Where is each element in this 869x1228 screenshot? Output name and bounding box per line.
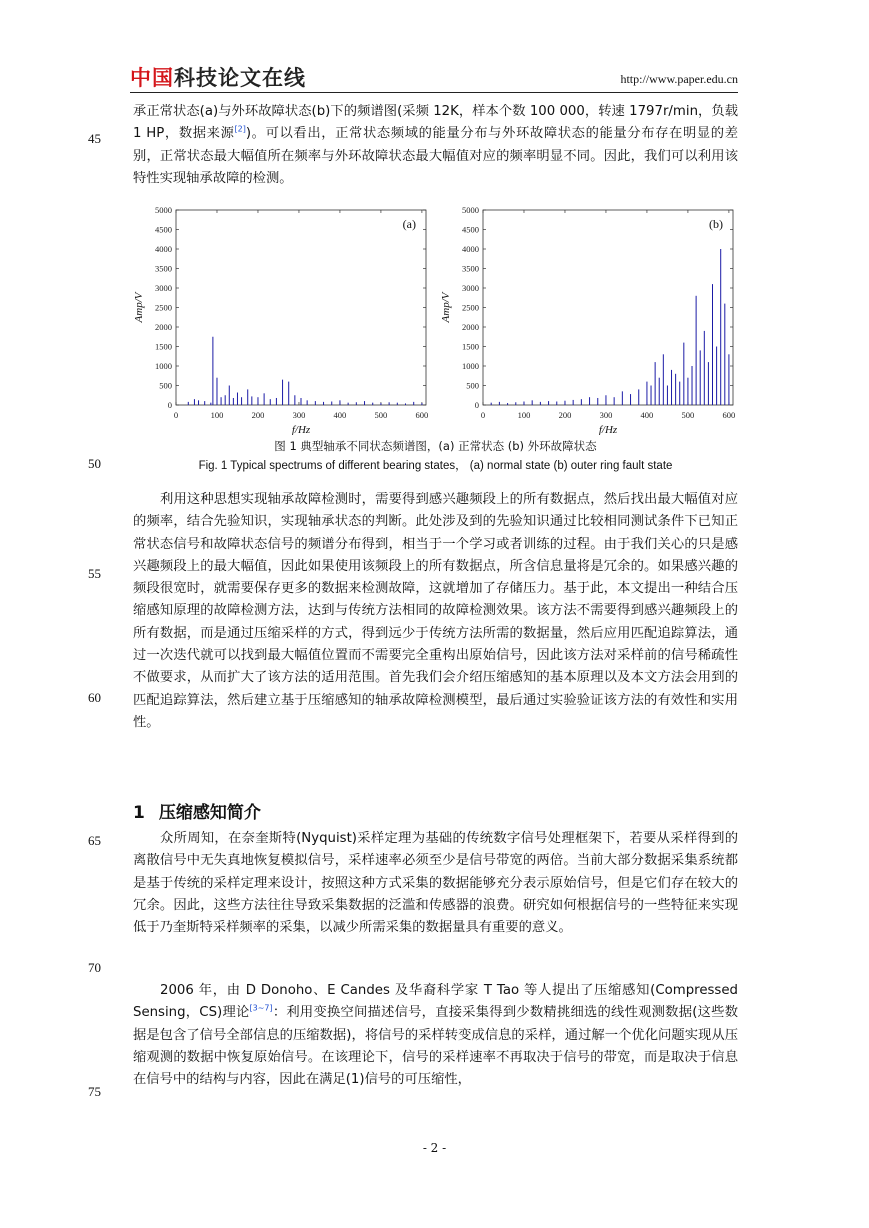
y-tick-label: 2000 xyxy=(462,322,479,332)
plot-frame xyxy=(176,210,426,405)
y-tick-label: 2500 xyxy=(155,302,172,313)
line-number-70: 70 xyxy=(88,960,101,975)
y-tick-label: 3000 xyxy=(462,283,479,293)
paragraph-intro xyxy=(133,101,738,190)
y-tick-label: 1000 xyxy=(462,361,479,371)
y-tick-label: 3500 xyxy=(462,263,479,274)
logo-red-text: 中国 xyxy=(130,66,174,90)
x-axis-label: f/Hz xyxy=(598,424,618,435)
y-tick-label: 5000 xyxy=(155,205,172,215)
y-tick-label: 4000 xyxy=(462,244,479,254)
line-number-60: 60 xyxy=(88,690,101,705)
x-tick-label: 200 xyxy=(251,410,265,420)
spectrum-chart-b-svg xyxy=(435,200,745,435)
line-number-65: 65 xyxy=(88,833,101,848)
x-tick-label: 600 xyxy=(722,410,736,420)
paragraph-intro-tail: )。可以看出，正常状态频域的能量分布与外环故障状态的能量分布存在明显的差别，正常状态最大幅值所在频率与外环故障状态最大幅值对应的频率明显不同。因此，我们可以利用该特性实现轴承故障的检测。 xyxy=(133,126,738,186)
paragraph-nyquist xyxy=(133,828,738,939)
y-tick-label: 0 xyxy=(474,400,479,410)
x-tick-label: 300 xyxy=(599,410,613,420)
y-tick-label: 1500 xyxy=(462,341,479,352)
y-axis-label: Amp/V xyxy=(440,292,452,323)
panel-label: (a) xyxy=(402,217,416,231)
y-tick-label: 500 xyxy=(159,380,172,391)
y-tick-label: 4500 xyxy=(155,224,172,235)
spectrum-chart-a xyxy=(128,200,438,439)
x-tick-label: 300 xyxy=(292,410,306,420)
header-rule xyxy=(130,92,738,93)
y-tick-label: 4000 xyxy=(155,244,172,254)
x-tick-label: 400 xyxy=(333,410,347,420)
y-tick-label: 500 xyxy=(466,380,479,391)
figure-caption-cn: 图 1 典型轴承不同状态频谱图，(a) 正常状态 (b) 外环故障状态 xyxy=(274,439,597,453)
section-heading xyxy=(133,798,261,823)
line-number-50: 50 xyxy=(88,456,101,471)
paragraph-nyquist-text: 众所周知，在奈奎斯特(Nyquist)采样定理为基础的传统数字信号处理框架下，若要从采样得到的离散信号中无失真地恢复模拟信号，采样速率必须至少是信号带宽的两倍。当前大部分数据采集系统都是基于传统的采样定理来设计，按照这种方式采集的数据能够充分表示原始信号，但是它们存在较大的冗余。因此，这些方法往往导致采集数据的泛滥和传感器的浪费。研究如何根据信号的一些特征来实现低于乃奎斯特采样频率的采集，以减少所需采集的数据量具有重要的意义。 xyxy=(133,831,738,936)
y-tick-label: 2000 xyxy=(155,322,172,332)
paragraph-method xyxy=(133,489,738,734)
page-number: - 2 - xyxy=(422,1141,447,1155)
x-tick-label: 100 xyxy=(210,410,224,420)
y-tick-label: 1500 xyxy=(155,341,172,352)
y-axis-label: Amp/V xyxy=(133,292,145,323)
y-tick-label: 2500 xyxy=(462,302,479,313)
line-number-55: 55 xyxy=(88,566,101,581)
y-tick-label: 3000 xyxy=(155,283,172,293)
paragraph-cs xyxy=(133,980,738,1091)
panel-label: (b) xyxy=(709,217,723,231)
spectrum-chart-a-svg xyxy=(128,200,438,435)
line-number-75: 75 xyxy=(88,1084,101,1099)
paragraph-method-text: 利用这种思想实现轴承故障检测时，需要得到感兴趣频段上的所有数据点，然后找出最大幅值对应的频率，结合先验知识，实现轴承状态的判断。此处涉及到的先验知识通过比较相同测试条件下已知正常状态信号和故障状态信号的频谱分布得到，相当于一个学习或者训练的过程。由于我们关心的只是感兴趣频段上的最大幅值，因此如果使用该频段上的所有数据点，所含信息量将是冗余的。如果感兴趣的频段很宽时，就需要保存更多的数据来检测故障，这就增加了存储压力。基于此，本文提出一种结合压缩感知原理的故障检测方法，达到与传统方法相同的故障检测效果。该方法不需要得到感兴趣频段上的所有数据，而是通过压缩采样的方式，得到远少于传统方法所需的数据量，然后应用匹配追踪算法，通过一次迭代就可以找到最大幅值位置而不需要完全重构出原始信号，因此该方法对采样前的信号稀疏性不做要求，从而扩大了该方法的适用范围。首先我们会介绍压缩感知的基本原理以及本文方法会用到的匹配追踪算法，然后建立基于压缩感知的轴承故障检测模型，最后通过实验验证该方法的有效性和实用性。 xyxy=(133,492,738,730)
logo-dark-text: 科技论文在线 xyxy=(174,66,306,90)
x-tick-label: 0 xyxy=(480,410,486,420)
section-number: 1 xyxy=(133,803,145,823)
y-tick-label: 5000 xyxy=(462,205,479,215)
journal-logo xyxy=(130,62,306,92)
x-tick-label: 200 xyxy=(558,410,572,420)
section-title: 压缩感知简介 xyxy=(158,803,261,823)
x-tick-label: 400 xyxy=(640,410,654,420)
x-tick-label: 100 xyxy=(517,410,531,420)
line-number-45: 45 xyxy=(88,131,101,146)
figure-caption-en: Fig. 1 Typical spectrums of different bearing states， (a) normal state (b) outer ring fault state xyxy=(198,460,673,472)
header-url[interactable]: http://www.paper.edu.cn xyxy=(620,72,738,86)
paragraph-intro-text: 承正常状态(a)与外环故障状态(b)下的频谱图(采频 12K，样本个数 100 000，转速 1797r/min，负载 1 HP，数据来源 xyxy=(133,104,738,142)
citation-3-7[interactable]: [3~7] xyxy=(249,1003,273,1013)
y-tick-label: 4500 xyxy=(462,224,479,235)
citation-2[interactable]: [2] xyxy=(234,124,246,134)
plot-frame xyxy=(483,210,733,405)
x-tick-label: 0 xyxy=(173,410,179,420)
y-tick-label: 1000 xyxy=(155,361,172,371)
x-axis-label: f/Hz xyxy=(291,424,311,435)
paragraph-cs-tail: ：利用变换空间描述信号，直接采集得到少数精挑细选的线性观测数据(这些数据是包含了信号全部信息的压缩数据)，将信号的采样转变成信息的采样，通过解一个优化问题实现从压缩观测的数据中恢复原始信号。在该理论下，信号的采样速率不再取决于信号的带宽，而是取决于信息在信号中的结构与内容，因此在满足(1)信号的可压缩性， xyxy=(133,1005,738,1088)
paragraph-cs-text: 2006 年，由 D Donoho、E Candes 及华裔科学家 T Tao 等人提出了压缩感知(Compressed Sensing，CS)理论 xyxy=(133,983,738,1021)
x-tick-label: 500 xyxy=(374,410,388,420)
y-tick-label: 3500 xyxy=(155,263,172,274)
spectrum-chart-b xyxy=(435,200,745,439)
x-tick-label: 600 xyxy=(415,410,429,420)
y-tick-label: 0 xyxy=(167,400,172,410)
page-header xyxy=(130,62,738,92)
x-tick-label: 500 xyxy=(681,410,695,420)
